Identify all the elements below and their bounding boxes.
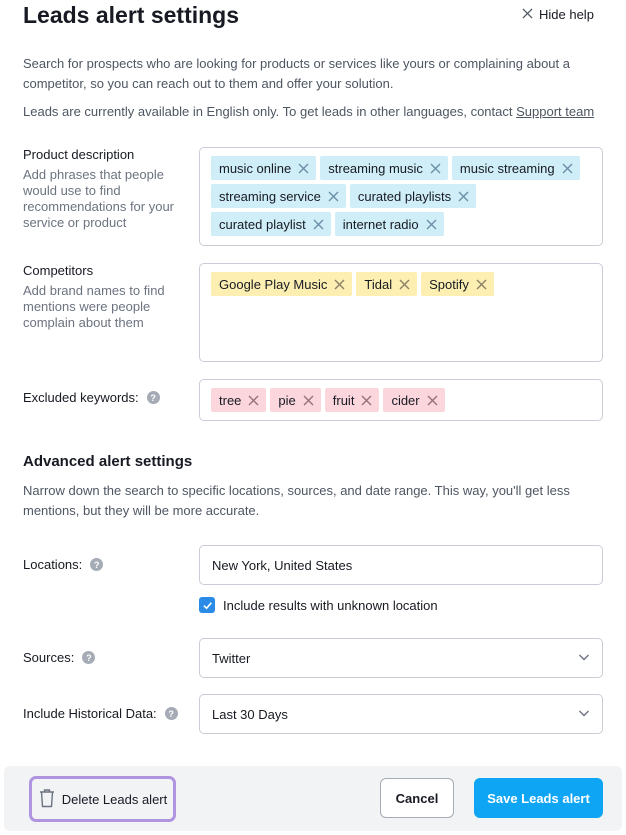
excluded-keywords-label bbox=[23, 390, 160, 405]
tag-chip bbox=[335, 212, 444, 236]
remove-tag-icon[interactable] bbox=[247, 394, 260, 407]
tag-label: pie bbox=[278, 392, 296, 408]
remove-tag-icon[interactable] bbox=[360, 394, 373, 407]
competitors-label-text: Competitors bbox=[23, 263, 94, 278]
save-alert-button[interactable]: Save Leads alert bbox=[474, 778, 603, 818]
remove-tag-icon[interactable] bbox=[429, 162, 442, 175]
product-description-sublabel: Add phrases that people would use to find recommendations for your service or product bbox=[23, 167, 175, 230]
tag-chip bbox=[325, 388, 380, 412]
delete-alert-button[interactable] bbox=[29, 776, 176, 822]
tag-label: Tidal bbox=[364, 276, 393, 292]
sources-value: Twitter bbox=[212, 650, 251, 666]
help-question-icon[interactable]: ? bbox=[90, 558, 103, 571]
help-question-icon[interactable]: ? bbox=[147, 391, 160, 404]
chevron-down-icon bbox=[578, 651, 590, 666]
tag-label: cider bbox=[391, 392, 420, 408]
unknown-location-checkbox[interactable] bbox=[199, 597, 215, 613]
trash-icon bbox=[38, 788, 56, 811]
tag-label: music streaming bbox=[459, 160, 555, 176]
close-icon bbox=[522, 7, 533, 22]
competitors-sublabel: Add brand names to find mentions were people complain about them bbox=[23, 283, 165, 330]
remove-tag-icon[interactable] bbox=[302, 394, 315, 407]
remove-tag-icon[interactable] bbox=[561, 162, 574, 175]
page-title: Leads alert settings bbox=[23, 2, 240, 28]
remove-tag-icon[interactable] bbox=[327, 190, 340, 203]
tag-label: streaming music bbox=[328, 160, 423, 176]
locations-label bbox=[23, 557, 103, 572]
support-team-link[interactable]: Support team bbox=[516, 104, 595, 119]
product-description-tag-input[interactable] bbox=[199, 147, 603, 246]
tag-chip bbox=[350, 184, 476, 208]
remove-tag-icon[interactable] bbox=[475, 278, 488, 291]
tag-chip bbox=[211, 272, 352, 296]
delete-alert-label: Delete Leads alert bbox=[61, 791, 168, 807]
tag-label: internet radio bbox=[342, 216, 419, 232]
remove-tag-icon[interactable] bbox=[297, 162, 310, 175]
historical-data-value: Last 30 Days bbox=[212, 706, 288, 722]
historical-data-label bbox=[23, 706, 178, 721]
tag-label: fruit bbox=[332, 392, 355, 408]
tag-chip bbox=[452, 156, 580, 180]
unknown-location-checkbox-row[interactable] bbox=[199, 597, 438, 613]
checkmark-icon bbox=[202, 600, 213, 611]
tag-label: music online bbox=[219, 160, 292, 176]
tag-chip bbox=[356, 272, 417, 296]
excluded-keywords-label-text: Excluded keywords: bbox=[23, 390, 139, 405]
help-question-icon[interactable]: ? bbox=[165, 707, 178, 720]
historical-data-label-text: Include Historical Data: bbox=[23, 706, 157, 721]
tag-chip bbox=[211, 184, 346, 208]
remove-tag-icon[interactable] bbox=[333, 278, 346, 291]
tag-chip bbox=[211, 388, 266, 412]
unknown-location-label: Include results with unknown location bbox=[223, 597, 438, 613]
product-description-label-text: Product description bbox=[23, 147, 135, 162]
excluded-keywords-tag-input[interactable] bbox=[199, 379, 603, 421]
tag-label: Google Play Music bbox=[219, 276, 328, 292]
tag-label: curated playlist bbox=[219, 216, 306, 232]
advanced-settings-description: Narrow down the search to specific locations, sources, and date range. This way, you'll get less mentions, but they will be more accurate. bbox=[23, 483, 570, 518]
help-paragraph: Search for prospects who are looking for products or services like yours or complaining about a competitor, so you can reach out to them and offer your solution. bbox=[23, 56, 570, 91]
help-language-text: Leads are currently available in English only. To get leads in other languages, contact bbox=[23, 104, 517, 119]
sources-label-text: Sources: bbox=[23, 650, 75, 665]
locations-input[interactable] bbox=[199, 545, 603, 585]
tag-label: curated playlists bbox=[357, 188, 452, 204]
sources-label bbox=[23, 650, 95, 665]
competitors-tag-input[interactable] bbox=[199, 263, 603, 362]
remove-tag-icon[interactable] bbox=[312, 218, 325, 231]
remove-tag-icon[interactable] bbox=[457, 190, 470, 203]
tag-label: tree bbox=[219, 392, 242, 408]
tag-chip bbox=[421, 272, 494, 296]
product-description-label bbox=[23, 147, 134, 162]
tag-label: streaming service bbox=[219, 188, 321, 204]
tag-label: Spotify bbox=[429, 276, 469, 292]
tag-chip bbox=[211, 156, 316, 180]
cancel-button[interactable]: Cancel bbox=[380, 778, 454, 818]
hide-help-button[interactable] bbox=[522, 7, 594, 22]
tag-chip bbox=[383, 388, 444, 412]
tag-chip bbox=[211, 212, 331, 236]
advanced-settings-title: Advanced alert settings bbox=[23, 453, 193, 470]
locations-value: New York, United States bbox=[212, 557, 353, 573]
remove-tag-icon[interactable] bbox=[426, 394, 439, 407]
help-question-icon[interactable]: ? bbox=[82, 651, 95, 664]
locations-label-text: Locations: bbox=[23, 557, 83, 572]
remove-tag-icon[interactable] bbox=[398, 278, 411, 291]
remove-tag-icon[interactable] bbox=[425, 218, 438, 231]
hide-help-label: Hide help bbox=[539, 7, 594, 22]
tag-chip bbox=[270, 388, 320, 412]
sources-select[interactable] bbox=[199, 638, 603, 678]
historical-data-select[interactable] bbox=[199, 694, 603, 734]
help-language-note bbox=[23, 102, 608, 122]
competitors-label bbox=[23, 263, 93, 278]
chevron-down-icon bbox=[578, 707, 590, 722]
tag-chip bbox=[320, 156, 448, 180]
